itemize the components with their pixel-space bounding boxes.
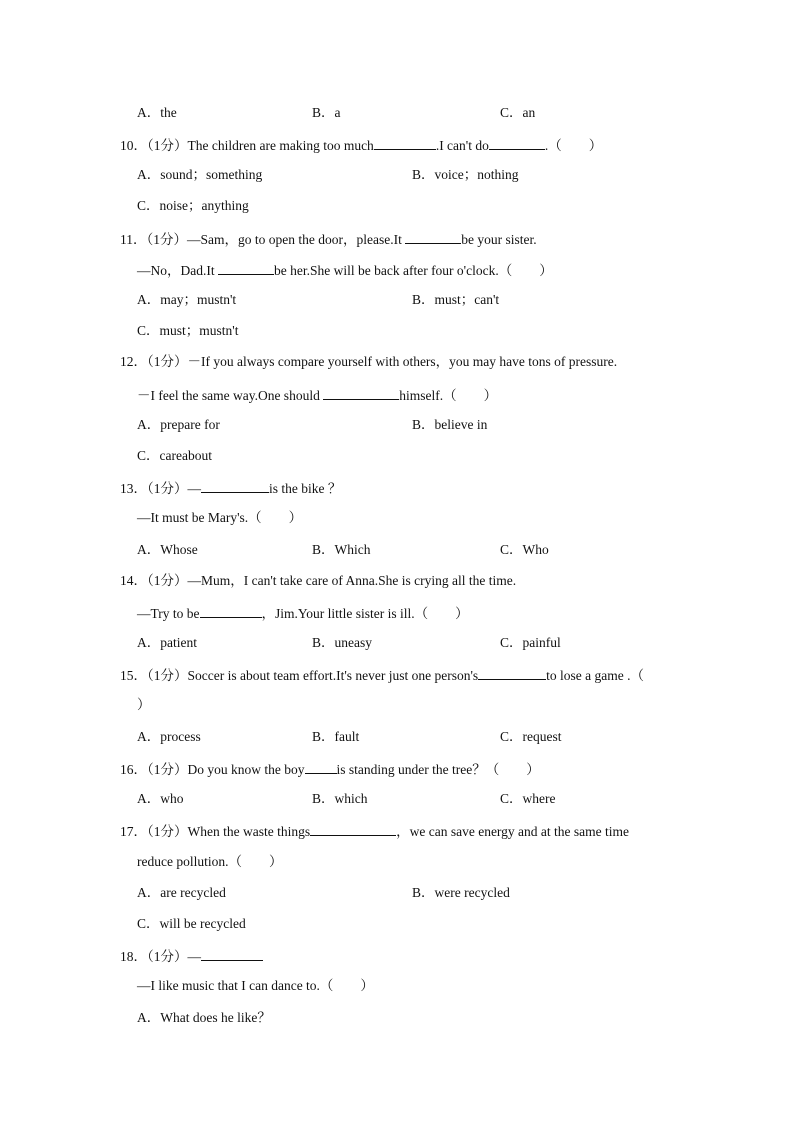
q14-option-b: B．uneasy: [312, 635, 372, 650]
q13-option-a: A．Whose: [137, 542, 198, 557]
q11-blank-2: [218, 260, 274, 275]
q18-stem: 18．（1分）—: [120, 946, 263, 966]
q13-blank: [201, 478, 269, 493]
q10-blank-2: [489, 135, 545, 150]
q18-option-a: A．What does he like？: [137, 1010, 271, 1025]
q15-option-b: B．fault: [312, 729, 360, 744]
q10-option-b: B．voice；nothing: [412, 167, 519, 182]
q10-blank-1: [374, 135, 436, 150]
q18-line-2: —I like music that I can dance to.（ ）: [137, 978, 374, 993]
q12-stem: 12．（1分）－If you always compare yourself with others，you may have tons of pressure.: [120, 354, 618, 369]
q12-line-2: －I feel the same way.One should himself.（ ）: [137, 385, 497, 405]
q10-option-c: C．noise；anything: [137, 198, 249, 213]
q14-number: 14．（1分）: [120, 573, 188, 588]
q9-option-c: C．an: [500, 105, 536, 120]
q11-option-b: B．must；can't: [412, 292, 500, 307]
q16-option-c: C．where: [500, 791, 556, 806]
q12-number: 12．（1分）: [120, 354, 188, 369]
q15-stem: 15．（1分）Soccer is about team effort.It's never just one person's to lose a game .（: [120, 665, 644, 685]
q13-option-c: C．Who: [500, 542, 549, 557]
q17-line-2: reduce pollution.（ ）: [137, 854, 283, 869]
q17-option-b: B．were recycled: [412, 885, 510, 900]
q16-option-b: B．which: [312, 791, 368, 806]
q17-number: 17．（1分）: [120, 824, 188, 839]
q16-stem: 16．（1分）Do you know the boy is standing under the tree？（ ）: [120, 759, 540, 779]
q10-stem: 10．（1分）The children are making too much .I can't do .（ ）: [120, 135, 602, 155]
q15-blank: [478, 665, 546, 680]
q10-number: 10．（1分）: [120, 138, 188, 153]
q16-option-a: A．who: [137, 791, 184, 806]
q11-stem: 11．（1分）—Sam，go to open the door，please.It be your sister.: [120, 229, 537, 249]
q12-option-c: C．careabout: [137, 448, 212, 463]
q11-blank-1: [405, 229, 461, 244]
q17-stem: 17．（1分）When the waste things ，we can save energy and at the same time: [120, 821, 629, 841]
q17-option-a: A．are recycled: [137, 885, 226, 900]
q18-number: 18．（1分）: [120, 949, 188, 964]
q11-line-2: —No，Dad.It be her.She will be back after four o'clock.（ ）: [137, 260, 553, 280]
q12-option-a: A．prepare for: [137, 417, 220, 432]
q14-stem: 14．（1分）—Mum，I can't take care of Anna.She is crying all the time.: [120, 573, 517, 588]
q12-option-b: B．believe in: [412, 417, 488, 432]
q17-blank: [310, 821, 396, 836]
q11-option-a: A．may；mustn't: [137, 292, 237, 307]
q14-option-a: A．patient: [137, 635, 197, 650]
q13-number: 13．（1分）: [120, 481, 188, 496]
q9-option-a: A．the: [137, 105, 177, 120]
q13-line-2: —It must be Mary's.（ ）: [137, 510, 303, 525]
q11-number: 11．（1分）: [120, 232, 187, 247]
q13-option-b: B．Which: [312, 542, 371, 557]
q17-option-c: C．will be recycled: [137, 916, 246, 931]
q14-line-2: —Try to be ，Jim.Your little sister is ill.（ ）: [137, 603, 469, 623]
q16-blank: [305, 759, 337, 774]
q14-option-c: C．painful: [500, 635, 561, 650]
q15-option-a: A．process: [137, 729, 201, 744]
q14-blank: [200, 603, 262, 618]
q16-number: 16．（1分）: [120, 762, 188, 777]
q9-option-b: B．a: [312, 105, 341, 120]
q15-line-2: ）: [137, 697, 151, 712]
q15-option-c: C．request: [500, 729, 562, 744]
q12-blank: [323, 385, 399, 400]
q13-stem: 13．（1分）— is the bike ？: [120, 478, 341, 498]
q10-option-a: A．sound；something: [137, 167, 263, 182]
q18-blank: [201, 946, 263, 961]
q11-option-c: C．must；mustn't: [137, 323, 239, 338]
q15-number: 15．（1分）: [120, 668, 188, 683]
